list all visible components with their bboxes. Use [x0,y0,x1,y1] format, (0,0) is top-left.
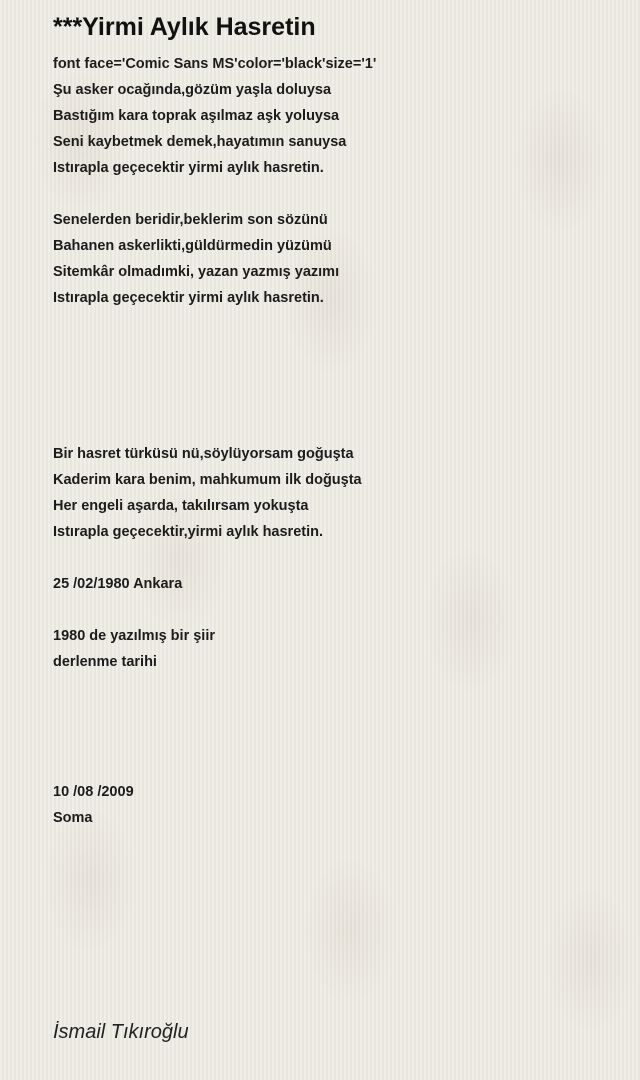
poem-line: Istırapla geçecektir yirmi aylık hasretin. [53,290,324,306]
stanza-break [53,415,376,441]
poem-line: Istırapla geçecektir,yirmi aylık hasretin. [53,524,324,540]
stanza-break [53,363,376,389]
poem-line: Istırapla geçecektir yirmi aylık hasretin. [53,160,324,176]
poem-title: ***Yirmi Aylık Hasretin [53,13,316,41]
stanza-break [53,753,376,779]
stanza-break [53,337,376,363]
poem-author: İsmail Tıkıroğlu [53,1021,189,1043]
poem-line: Seni kaybetmek demek,hayatımın sanuysa [53,134,347,150]
stanza-break [53,701,376,727]
poem-line: Kaderim kara benim, mahkumum ilk doğuşta [53,472,362,488]
poem-line: Şu asker ocağında,gözüm yaşla doluysa [53,82,332,98]
poem-line: Senelerden beridir,beklerim son sözünü [53,212,328,228]
stanza-break [53,389,376,415]
poem-line: Her engeli aşarda, takılırsam yokuşta [53,498,309,514]
poem-date-line: 25 /02/1980 Ankara [53,576,183,592]
poem-line: Bahanen askerlikti,güldürmedin yüzümü [53,238,332,254]
poem-body [53,51,376,831]
poem-line: Sitemkâr olmadımki, yazan yazmış yazımı [53,264,340,280]
stanza-break [53,675,376,701]
poem-note-line: 1980 de yazılmış bir şiir [53,628,216,644]
stanza-break [53,311,376,337]
poem-note-line: derlenme tarihi [53,654,157,670]
poem-line: font face='Comic Sans MS'color='black'size='1' [53,56,377,72]
poem-date-line: 10 /08 /2009 [53,784,134,800]
stanza-break [53,727,376,753]
poem-line: Bir hasret türküsü nü,söylüyorsam goğuşta [53,446,354,462]
poem-line: Bastığım kara toprak aşılmaz aşk yoluysa [53,108,340,124]
stanza-break [53,181,376,207]
stanza-break [53,545,376,571]
stanza-break [53,597,376,623]
poem-place-line: Soma [53,810,93,826]
